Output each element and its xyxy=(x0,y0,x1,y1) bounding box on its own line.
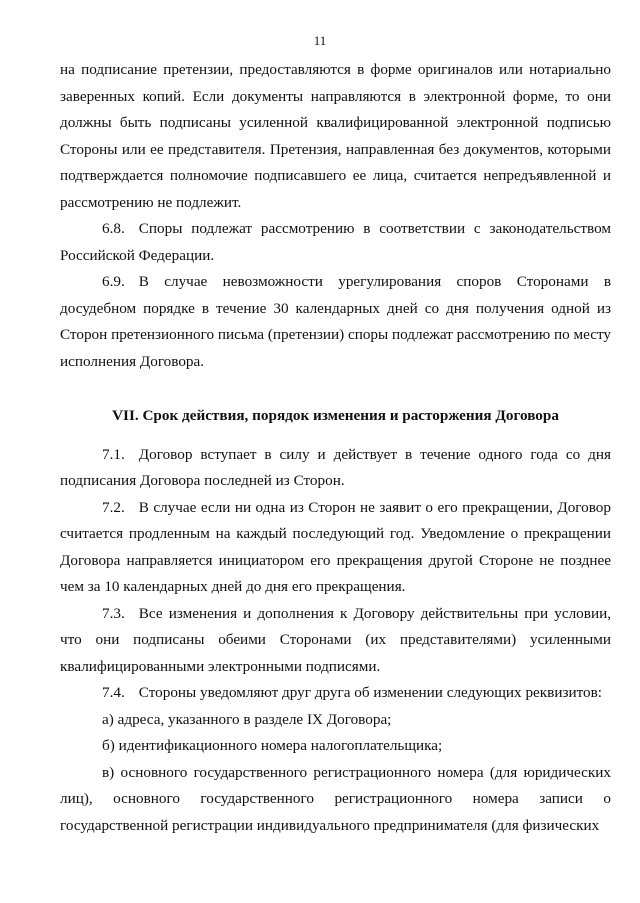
list-item-v: в) основного государственного регистрационного номера (для юридических лиц), основного государственного регистрационного номера записи о государственной регистрации индивидуального предпринимателя (для физических xyxy=(60,763,611,834)
clause-7-4 xyxy=(60,680,611,707)
clause-7-2 xyxy=(60,495,611,601)
clause-7-1 xyxy=(60,442,611,495)
clause-text: Стороны уведомляют друг друга об изменении следующих реквизитов: xyxy=(138,684,603,701)
clause-number: 7.4. xyxy=(102,684,125,701)
clause-6-9 xyxy=(60,269,611,375)
clause-number: 7.1. xyxy=(102,445,125,463)
list-item-a: а) адреса, указанного в разделе IX Договора; xyxy=(102,710,392,728)
clause-text: В случае невозможности урегулирования споров Сторонами в досудебном порядке в течение 30 календарных дней со дня получения одной из Сторон претензионного письма (претензии) споры подлежат рассмотрению по месту исполнения Договора. xyxy=(60,273,612,370)
list-item-b: б) идентификационного номера налогоплательщика; xyxy=(102,737,443,754)
clause-number: 6.9. xyxy=(102,273,125,290)
clause-number: 6.8. xyxy=(102,220,125,237)
paragraph-continuation: на подписание претензии, предоставляются в форме оригиналов или нотариально заверенных копий. Если документы направляются в электронной форме, то они должны быть подписаны усиленной квалифицированной электронной подписью Стороны или ее представителя. Претензия, направленная без документов, которыми подтверждается полномочие подписавшего ее лица, считается непредъявленной и рассмотрению не подлежит. xyxy=(60,61,611,211)
clause-number: 7.2. xyxy=(102,498,125,516)
section-heading: VII. Срок действия, порядок изменения и расторжения Договора xyxy=(112,407,559,424)
clause-text: Все изменения и дополнения к Договору действительны при условии, что они подписаны обеими Сторонами (их представителями) усиленными квалифицированными электронными подписями. xyxy=(60,604,611,675)
clause-6-8 xyxy=(60,216,611,269)
clause-7-3 xyxy=(60,601,611,681)
clause-text: В случае если ни одна из Сторон не заявит о его прекращении, Договор считается продленным на каждый последующий год. Уведомление о прекращении Договора направляется инициатором его прекращения другой Стороне не позднее чем за 10 календарных дней до дня его прекращения. xyxy=(60,498,611,595)
page-number: 11 xyxy=(313,33,327,48)
clause-text: Споры подлежат рассмотрению в соответствии с законодательством Российской Федерации. xyxy=(60,220,611,264)
document-body xyxy=(60,57,611,839)
clause-number: 7.3. xyxy=(102,604,125,622)
clause-text: Договор вступает в силу и действует в течение одного года со дня подписания Договора последней из Сторон. xyxy=(60,445,611,489)
